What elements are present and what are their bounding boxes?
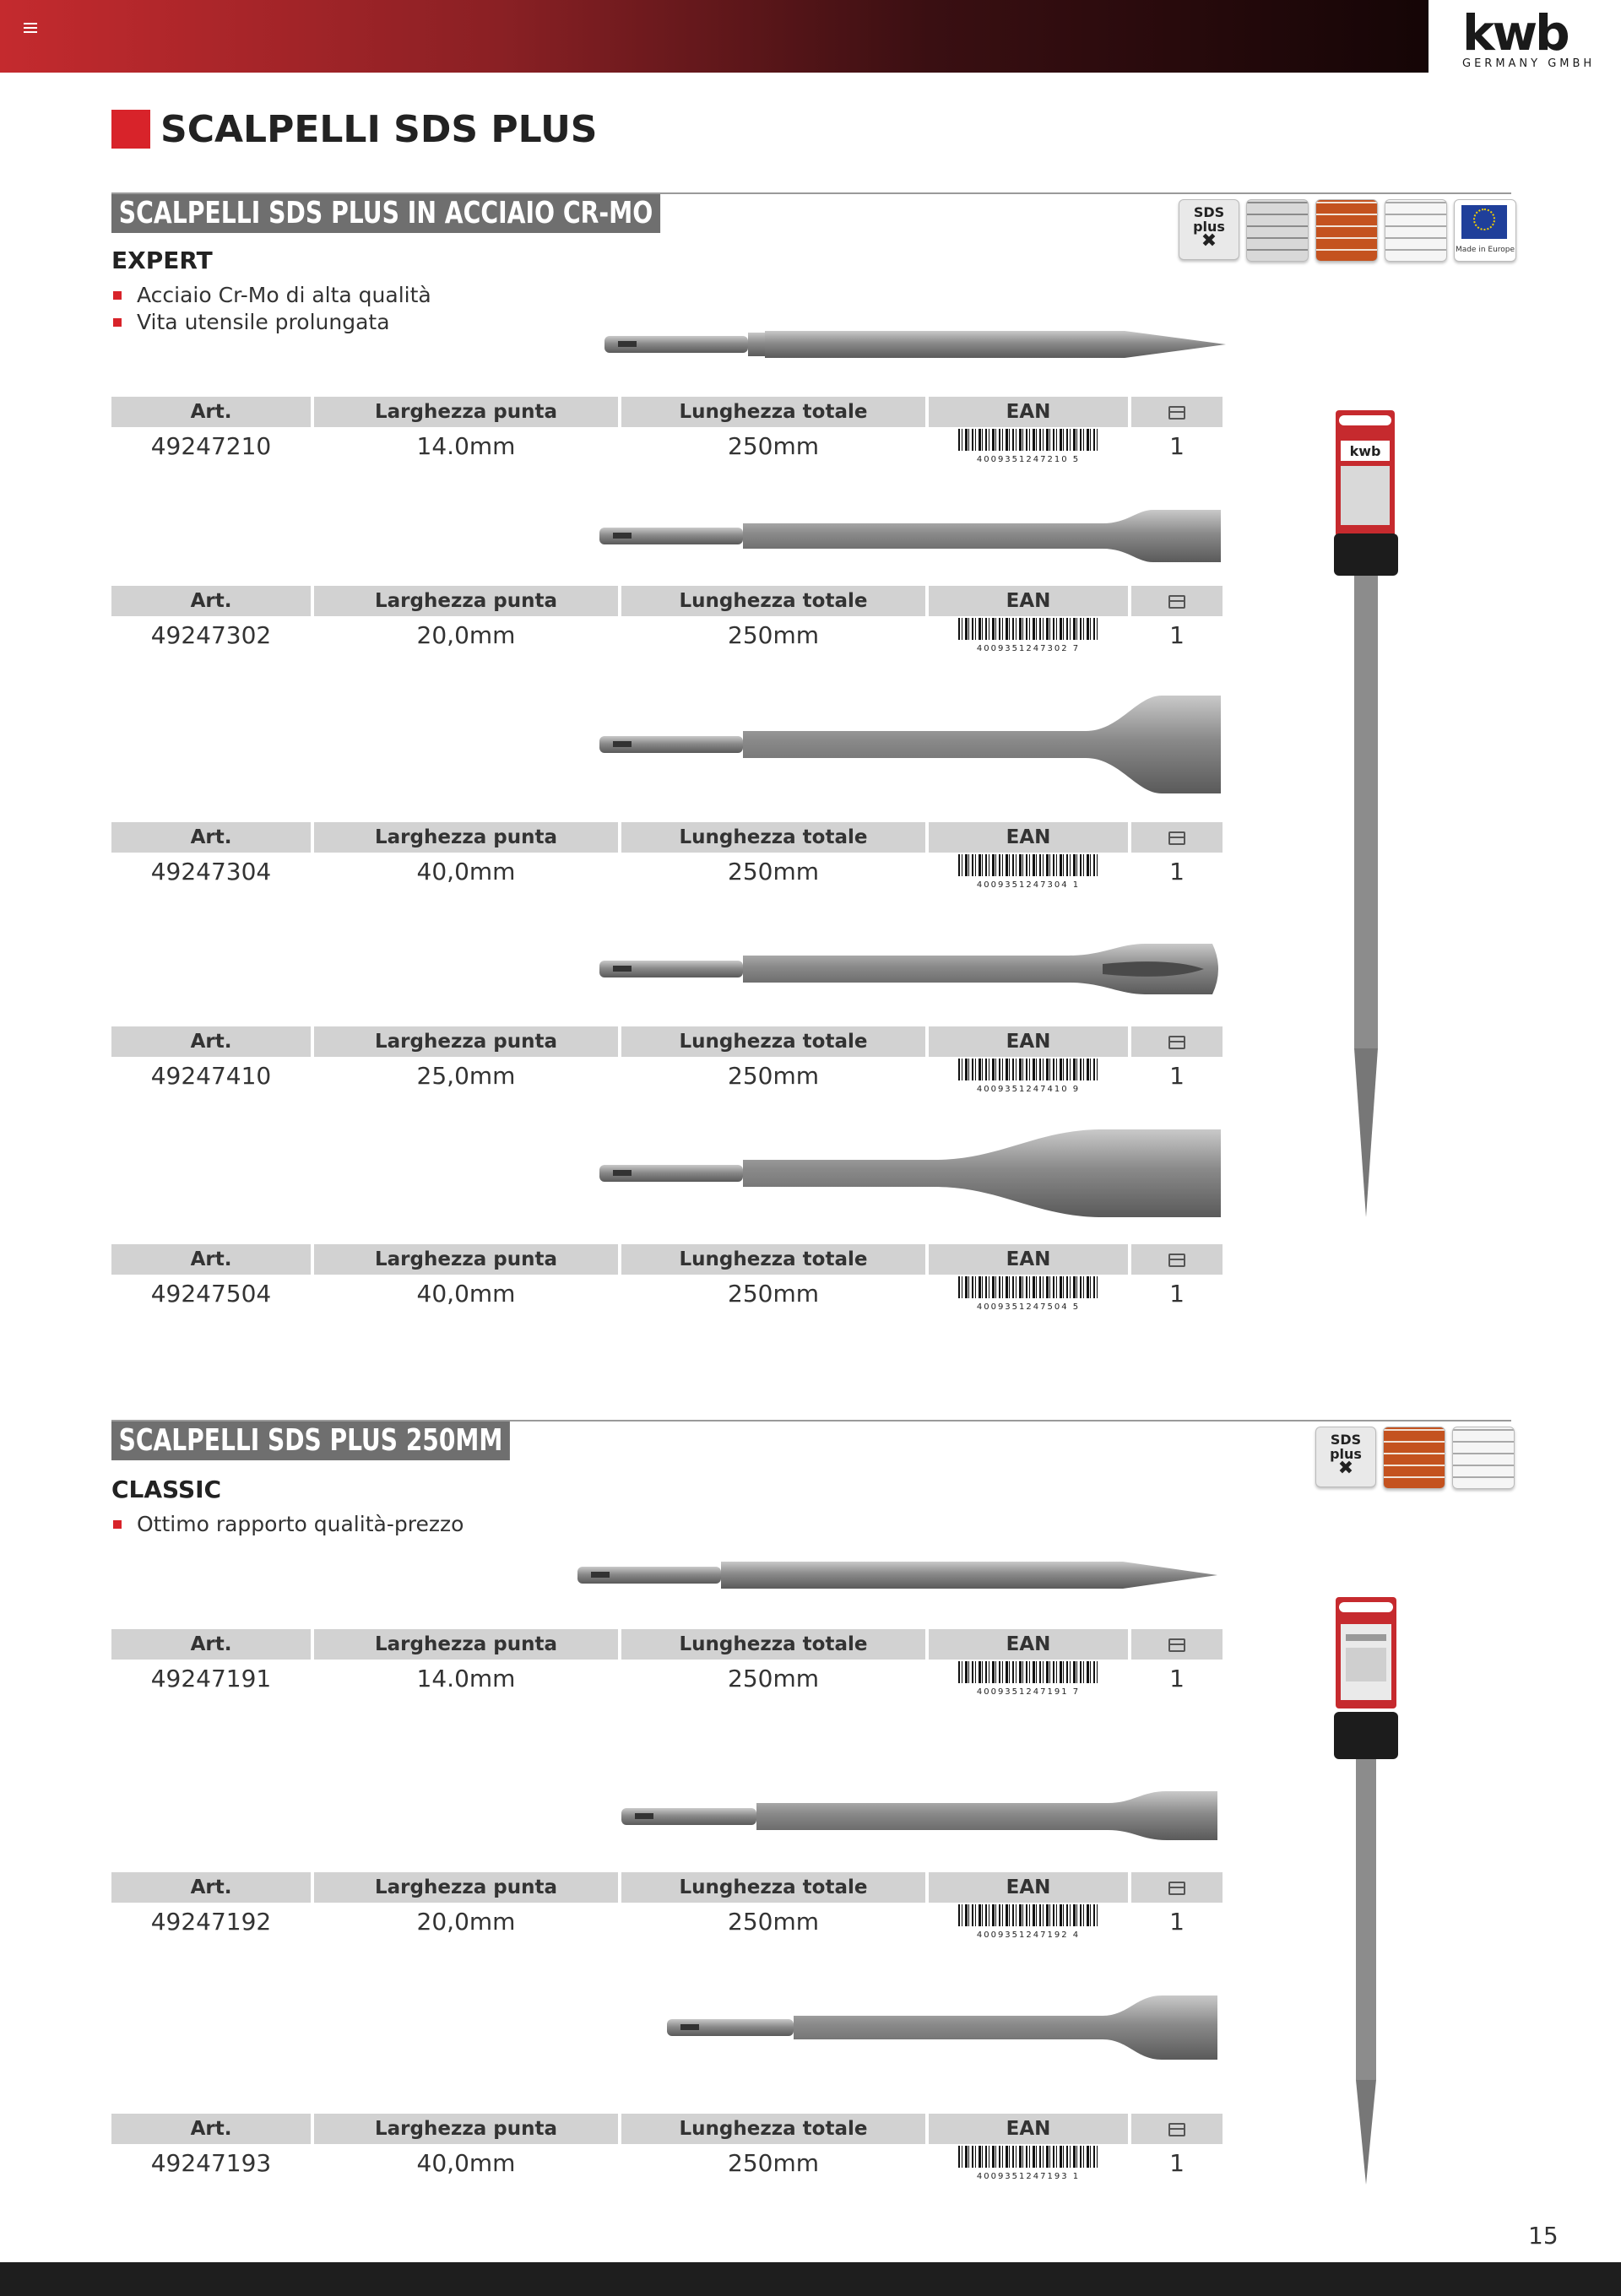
- table-row: [111, 2144, 1223, 2181]
- col-ean: EAN: [929, 1872, 1128, 1903]
- col-art: Art.: [111, 1244, 311, 1275]
- eu-flag-icon: Made in Europe: [1454, 199, 1516, 262]
- col-ean: EAN: [929, 397, 1128, 427]
- stone-wall-icon: [1246, 199, 1309, 262]
- flat-chisel-40-image: [596, 692, 1226, 797]
- spec-table: [108, 822, 1226, 890]
- tip-width: 14.0mm: [416, 1664, 516, 1692]
- col-length: Lunghezza totale: [621, 1629, 925, 1660]
- col-art: Art.: [111, 1872, 311, 1903]
- feature-list: [111, 1511, 464, 1538]
- col-art: Art.: [111, 397, 311, 427]
- col-width: Larghezza punta: [314, 1629, 618, 1660]
- package-icon: [1168, 406, 1185, 420]
- product-line: CLASSIC: [111, 1476, 222, 1503]
- page-title: SCALPELLI SDS PLUS: [160, 108, 598, 151]
- col-art: Art.: [111, 586, 311, 616]
- col-ean: EAN: [929, 1244, 1128, 1275]
- pack-qty: 1: [1169, 431, 1185, 460]
- col-length: Lunghezza totale: [621, 1244, 925, 1275]
- tip-width: 20,0mm: [416, 620, 516, 649]
- tip-width: 20,0mm: [416, 1907, 516, 1936]
- total-length: 250mm: [728, 857, 819, 885]
- spec-table: [108, 1872, 1226, 1940]
- table-row: [111, 427, 1223, 464]
- pack-qty: 1: [1169, 620, 1185, 649]
- tile-chisel-image: [596, 1126, 1226, 1221]
- ean-barcode: 4009351247210 5: [958, 429, 1098, 463]
- package-icon: [1168, 1036, 1185, 1049]
- col-ean: EAN: [929, 822, 1128, 853]
- total-length: 250mm: [728, 1061, 819, 1090]
- col-length: Lunghezza totale: [621, 1026, 925, 1057]
- svg-text:kwb: kwb: [1349, 443, 1381, 459]
- tip-width: 25,0mm: [416, 1061, 516, 1090]
- total-length: 250mm: [728, 1907, 819, 1936]
- product-line: EXPERT: [111, 246, 213, 274]
- col-width: Larghezza punta: [314, 822, 618, 853]
- page-number: 15: [1528, 2222, 1559, 2250]
- table-row: [111, 853, 1223, 890]
- col-art: Art.: [111, 1026, 311, 1057]
- menu-icon[interactable]: [24, 23, 37, 35]
- col-width: Larghezza punta: [314, 1026, 618, 1057]
- brick-wall-icon: [1383, 1427, 1445, 1489]
- white-brick-icon: [1385, 199, 1447, 262]
- ean-barcode: 4009351247410 9: [958, 1059, 1098, 1093]
- section-title: SCALPELLI SDS PLUS 250MM: [111, 1421, 510, 1460]
- footer-bar: [0, 2262, 1621, 2296]
- art-number: 49247192: [150, 1907, 272, 1936]
- col-width: Larghezza punta: [314, 1244, 618, 1275]
- pack-qty: 1: [1169, 857, 1185, 885]
- flat-chisel-40-image: [664, 1992, 1221, 2063]
- table-row: [111, 1660, 1223, 1697]
- col-width: Larghezza punta: [314, 2114, 618, 2144]
- table-row: [111, 1057, 1223, 1094]
- tip-width: 40,0mm: [416, 1279, 516, 1308]
- col-art: Art.: [111, 2114, 311, 2144]
- package-icon: [1168, 595, 1185, 609]
- col-art: Art.: [111, 1629, 311, 1660]
- pack-qty: 1: [1169, 1664, 1185, 1692]
- ean-barcode: 4009351247191 7: [958, 1661, 1098, 1696]
- flat-chisel-20-image: [596, 505, 1226, 567]
- ean-barcode: 4009351247193 1: [958, 2146, 1098, 2180]
- table-row: [111, 616, 1223, 653]
- table-row: [111, 1275, 1223, 1312]
- col-length: Lunghezza totale: [621, 397, 925, 427]
- spec-table: [108, 1244, 1226, 1312]
- package-icon: [1168, 1882, 1185, 1895]
- brand-wordmark: kwb: [1462, 4, 1568, 62]
- total-length: 250mm: [728, 431, 819, 460]
- col-art: Art.: [111, 822, 311, 853]
- ean-barcode: 4009351247302 7: [958, 618, 1098, 653]
- pack-qty: 1: [1169, 2148, 1185, 2177]
- title-marker: [111, 110, 150, 149]
- art-number: 49247302: [150, 620, 272, 649]
- gouge-chisel-image: [596, 939, 1226, 999]
- brick-wall-icon: [1315, 199, 1378, 262]
- package-icon: [1168, 1254, 1185, 1267]
- sds-plus-icon: SDS plus ✖: [1179, 199, 1239, 260]
- col-length: Lunghezza totale: [621, 586, 925, 616]
- brand-logo[interactable]: [1429, 0, 1621, 73]
- col-width: Larghezza punta: [314, 397, 618, 427]
- package-icon: [1168, 831, 1185, 845]
- feature-item: Ottimo rapporto qualità-prezzo: [111, 1511, 464, 1538]
- art-number: 49247193: [150, 2148, 272, 2177]
- brand-subtitle: GERMANY GMBH: [1462, 57, 1596, 70]
- col-ean: EAN: [929, 1026, 1128, 1057]
- spec-table: [108, 2114, 1226, 2181]
- art-number: 49247210: [150, 431, 272, 460]
- art-number: 49247504: [150, 1279, 272, 1308]
- ean-barcode: 4009351247304 1: [958, 854, 1098, 889]
- package-icon: [1168, 2123, 1185, 2136]
- total-length: 250mm: [728, 1279, 819, 1308]
- sds-plus-icon: SDS plus ✖: [1315, 1427, 1376, 1487]
- tip-width: 14.0mm: [416, 431, 516, 460]
- total-length: 250mm: [728, 2148, 819, 2177]
- feature-item: Vita utensile prolungata: [111, 309, 431, 336]
- point-chisel-image: [574, 1553, 1221, 1600]
- col-length: Lunghezza totale: [621, 1872, 925, 1903]
- total-length: 250mm: [728, 620, 819, 649]
- pack-qty: 1: [1169, 1061, 1185, 1090]
- pack-qty: 1: [1169, 1279, 1185, 1308]
- flat-chisel-20-image: [618, 1788, 1221, 1844]
- art-number: 49247304: [150, 857, 272, 885]
- tip-width: 40,0mm: [416, 857, 516, 885]
- spec-table: [108, 1026, 1226, 1094]
- white-brick-icon: [1452, 1427, 1515, 1489]
- art-number: 49247410: [150, 1061, 272, 1090]
- col-width: Larghezza punta: [314, 1872, 618, 1903]
- point-chisel-image: [601, 322, 1231, 370]
- col-width: Larghezza punta: [314, 586, 618, 616]
- spec-table: [108, 397, 1226, 464]
- packaged-chisel-image: [1326, 1594, 1410, 2188]
- col-length: Lunghezza totale: [621, 822, 925, 853]
- col-ean: EAN: [929, 2114, 1128, 2144]
- application-icons: [1315, 1427, 1515, 1489]
- header-bar: [0, 0, 1429, 73]
- packaged-chisel-image: [1326, 407, 1410, 1224]
- col-ean: EAN: [929, 1629, 1128, 1660]
- table-row: [111, 1903, 1223, 1940]
- feature-list: [111, 282, 431, 336]
- pack-qty: 1: [1169, 1907, 1185, 1936]
- feature-item: Acciaio Cr-Mo di alta qualità: [111, 282, 431, 309]
- art-number: 49247191: [150, 1664, 272, 1692]
- spec-table: [108, 1629, 1226, 1697]
- col-length: Lunghezza totale: [621, 2114, 925, 2144]
- application-icons: [1179, 199, 1516, 262]
- package-icon: [1168, 1638, 1185, 1652]
- col-ean: EAN: [929, 586, 1128, 616]
- total-length: 250mm: [728, 1664, 819, 1692]
- spec-table: [108, 586, 1226, 653]
- ean-barcode: 4009351247192 4: [958, 1904, 1098, 1939]
- section-title: SCALPELLI SDS PLUS IN ACCIAIO CR-MO: [111, 194, 660, 233]
- tip-width: 40,0mm: [416, 2148, 516, 2177]
- ean-barcode: 4009351247504 5: [958, 1276, 1098, 1311]
